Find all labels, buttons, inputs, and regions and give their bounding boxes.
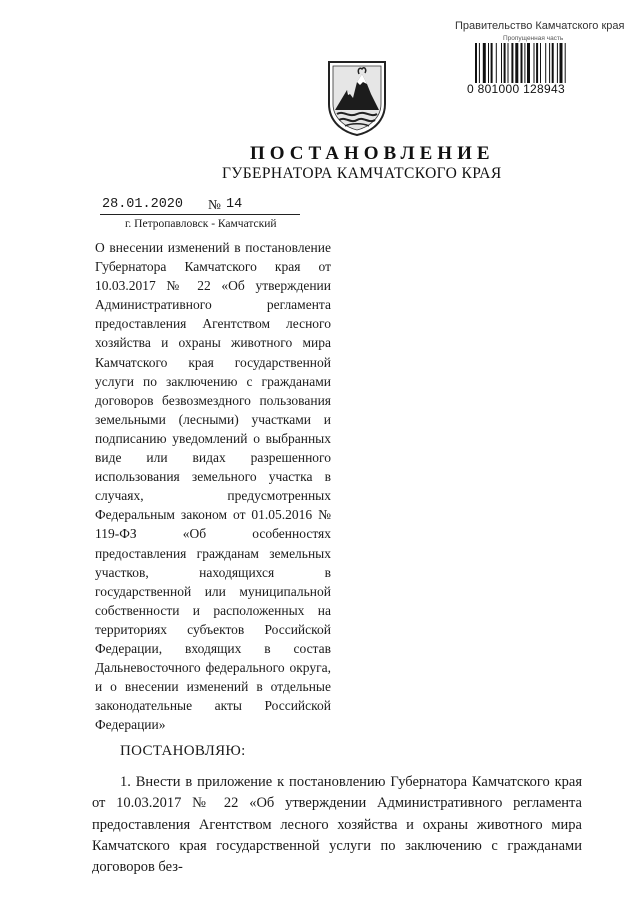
kamchatka-coat-of-arms-icon xyxy=(325,60,389,136)
barcode-bar xyxy=(545,43,546,83)
stamp-title: Правительство Камчатского края xyxy=(455,20,625,32)
document-issuer: ГУБЕРНАТОРА КАМЧАТСКОГО КРАЯ xyxy=(222,165,502,182)
barcode-bar xyxy=(504,43,506,83)
barcode-bar xyxy=(552,43,554,83)
document-title: ПОСТАНОВЛЕНИЕ xyxy=(250,143,495,164)
barcode-bar xyxy=(496,43,497,83)
barcode-bar xyxy=(540,43,541,83)
registration-stamp xyxy=(455,20,635,96)
barcode-bar xyxy=(483,43,486,83)
barcode-bar xyxy=(527,43,530,83)
barcode-bar xyxy=(479,43,480,83)
barcode-bar xyxy=(565,43,566,83)
barcode-bar xyxy=(491,43,493,83)
barcode-bar xyxy=(557,43,558,83)
stamp-subtitle: Пропущенная часть xyxy=(503,35,564,42)
barcode-bar xyxy=(534,43,535,83)
document-date: 28.01.2020 xyxy=(102,197,184,212)
barcode-bar xyxy=(515,43,518,83)
barcode-bar xyxy=(560,43,563,83)
document-city: г. Петропавловск - Камчатский xyxy=(125,218,277,230)
decree-heading: ПОСТАНОВЛЯЮ: xyxy=(120,743,246,759)
barcode-bar xyxy=(521,43,523,83)
barcode-bar xyxy=(536,43,538,83)
barcode-number: 0 801000 128943 xyxy=(467,82,565,96)
barcode-bar xyxy=(508,43,509,83)
date-number-line xyxy=(100,197,300,215)
barcode-bar xyxy=(475,43,477,83)
number-sign: № xyxy=(208,197,221,212)
paragraph-1: 1. Внести в приложение к постановлению Губернатора Камчатского края от 10.03.2017 № 22 «Об утверждении Административного регламента предоставления Агентством лесного хозяйства и охраны животного мира Камчатского края государственной услуги по заключению с гражданами договоров без- xyxy=(92,774,582,876)
document-number: 14 xyxy=(226,197,243,212)
barcode-bar xyxy=(511,43,513,83)
barcode-bar xyxy=(549,43,550,83)
barcode-bar xyxy=(501,43,502,83)
barcode-bar xyxy=(524,43,525,83)
barcode-bar xyxy=(488,43,489,83)
document-subject: О внесении изменений в постановление Губернатора Камчатского края от 10.03.2017 № 22 «Об утверждении Административного регламента предоставления Агентством лесного хозяйства и охраны животного мира Камчатского края государственной услуги по заключению с гражданами договоров безвозмездного пользования земельными (лесными) участками и подписанию уведомлений о выбранных виде или видах разрешенного использования земельного участка в случаях, предусмотренных Федеральным законом от 01.05.2016 № 119-ФЗ «Об особенностях предоставления гражданам земельных участков, находящихся в государственной или муниципальной собственности и расположенных на территориях субъектов Российской Федерации, входящих в состав Дальневосточного федерального округа, и о внесении изменений в отдельные законодательные акты Российской Федерации» xyxy=(95,240,331,733)
